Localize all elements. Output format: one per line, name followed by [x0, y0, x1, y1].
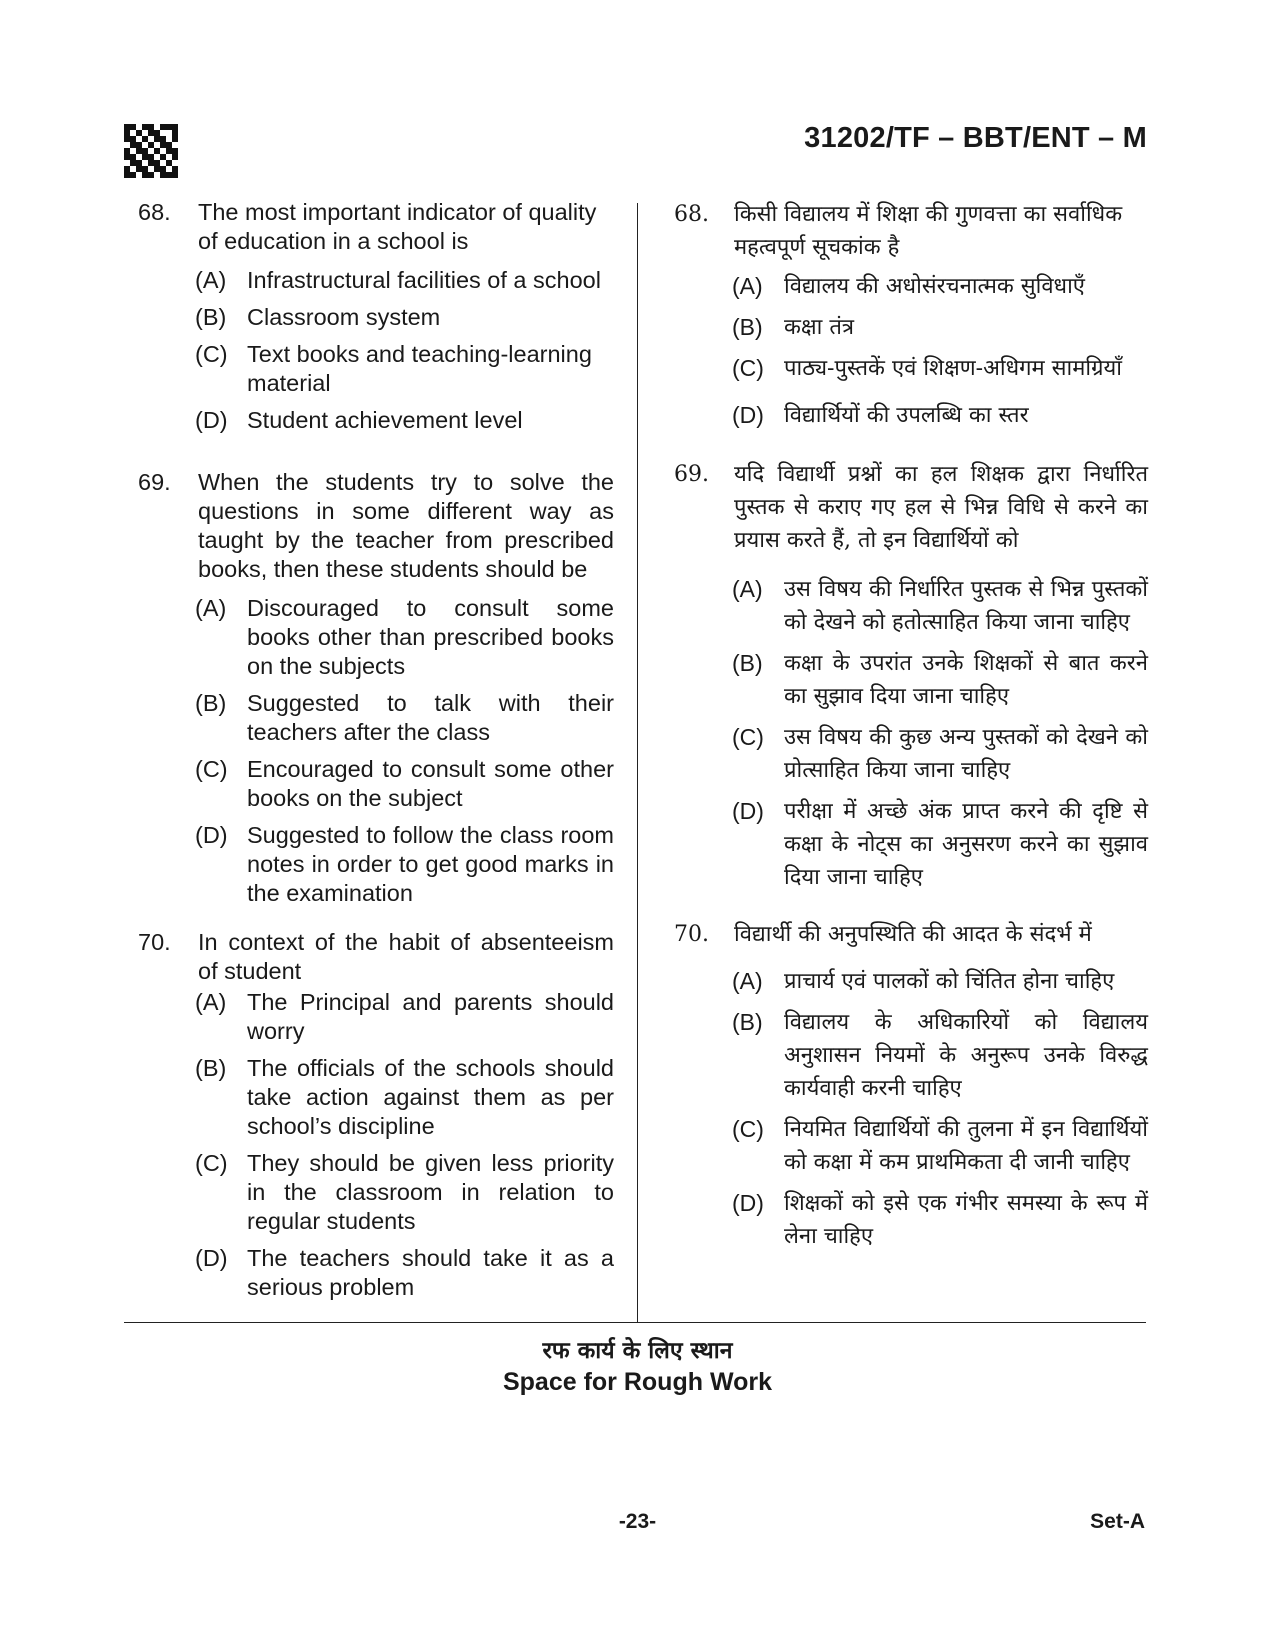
option-a: (A) Discouraged to consult some books other than prescribed books on the subjects [195, 595, 614, 679]
option-c: (C) They should be given less priority in the classroom in relation to regular students [195, 1150, 614, 1234]
set-label: Set-A [1090, 1510, 1145, 1533]
option-a: (A) The Principal and parents should worry [195, 989, 614, 1044]
question-number: 70. [138, 929, 171, 955]
option-a: (A) विद्यालय की अधोसंरचनात्मक सुविधाएँ [732, 273, 1085, 299]
option-b: (B) Suggested to talk with their teachers after the class [195, 690, 614, 745]
qr-code [124, 124, 178, 178]
option-a: (A) प्राचार्य एवं पालकों को चिंतित होना चाहिए [732, 968, 1115, 994]
option-c: (C) पाठ्य-पुस्तकें एवं शिक्षण-अधिगम सामग्रियाँ [732, 355, 1122, 381]
question-text: विद्यार्थी की अनुपस्थिति की आदत के संदर्भ में [734, 922, 1092, 947]
option-c: (C) नियमित विद्यार्थियों की तुलना में इन विद्यार्थियों को कक्षा में कम प्राथमिकता दी जानी चाहिए [732, 1116, 1148, 1175]
option-b: (B) Classroom system [195, 304, 441, 330]
option-b: (B) कक्षा तंत्र [732, 314, 855, 340]
question-number: 69. [138, 469, 171, 495]
option-b: (B) The officials of the schools should take action against them as per school’s discipline [195, 1055, 614, 1139]
option-a: (A) Infrastructural facilities of a school [195, 267, 601, 293]
question-number: 68. [138, 199, 171, 225]
option-c: (C) उस विषय की कुछ अन्य पुस्तकों को देखने को प्रोत्साहित किया जाना चाहिए [732, 724, 1148, 783]
rough-work-label: Space for Rough Work [502, 1368, 772, 1396]
option-d: (D) परीक्षा में अच्छे अंक प्राप्त करने की दृष्टि से कक्षा के नोट्स का अनुसरण करने का सुझाव दिया जाना चाहिए [732, 798, 1148, 890]
option-c: (C) Encouraged to consult some other books on the subject [195, 756, 614, 811]
question-69-hi [668, 458, 1148, 902]
option-a: (A) उस विषय की निर्धारित पुस्तक से भिन्न पुस्तकों को देखने को हतोत्साहित किया जाना चाहिए [732, 576, 1148, 635]
rough-work-label-hindi: रफ कार्य के लिए स्थान [542, 1337, 733, 1364]
rough-work-divider [124, 1322, 1146, 1323]
question-text: किसी विद्यालय में शिक्षा की गुणवत्ता का सर्वाधिक महत्वपूर्ण सूचकांक है [734, 202, 1123, 260]
question-69-en [124, 468, 614, 916]
option-d: (D) The teachers should take it as a serious problem [195, 1245, 614, 1300]
option-d: (D) विद्यार्थियों की उपलब्धि का स्तर [732, 402, 1029, 428]
question-68-en [124, 198, 614, 443]
question-70-en [124, 928, 614, 1310]
question-68-hi [668, 198, 1148, 440]
paper-code: 31202/TF – BBT/ENT – M [804, 122, 1147, 154]
option-d: (D) शिक्षकों को इसे एक गंभीर समस्या के रूप में लेना चाहिए [732, 1190, 1148, 1249]
question-text: In context of the habit of absenteeism of student [198, 929, 614, 984]
question-number: 70. [674, 922, 709, 947]
option-b: (B) विद्यालय के अधिकारियों को विद्यालय अनुशासन नियमों के अनुरूप उनके विरुद्ध कार्यवाही करनी चाहिए [732, 1009, 1148, 1101]
question-text: यदि विद्यार्थी प्रश्नों का हल शिक्षक द्वारा निर्धारित पुस्तक से कराए गए हल से भिन्न विधि से करने का प्रयास करते हैं, तो इन विद्यार्थियों को [734, 462, 1148, 553]
option-c: (C) Text books and teaching-learning material [195, 341, 592, 396]
option-d: (D) Suggested to follow the class room notes in order to get good marks in the examination [195, 822, 614, 906]
question-number: 69. [674, 462, 709, 487]
option-d: (D) Student achievement level [195, 407, 523, 433]
question-text: The most important indicator of quality of education in a school is [198, 199, 597, 254]
question-number: 68. [674, 202, 709, 227]
option-b: (B) कक्षा के उपरांत उनके शिक्षकों से बात करने का सुझाव दिया जाना चाहिए [732, 650, 1148, 709]
question-text: When the students try to solve the questions in some different way as taught by the teacher from prescribed books, then these students should be [198, 469, 614, 582]
page-number: -23- [618, 1510, 657, 1533]
question-70-hi [668, 918, 1148, 1261]
column-divider [637, 203, 638, 1323]
